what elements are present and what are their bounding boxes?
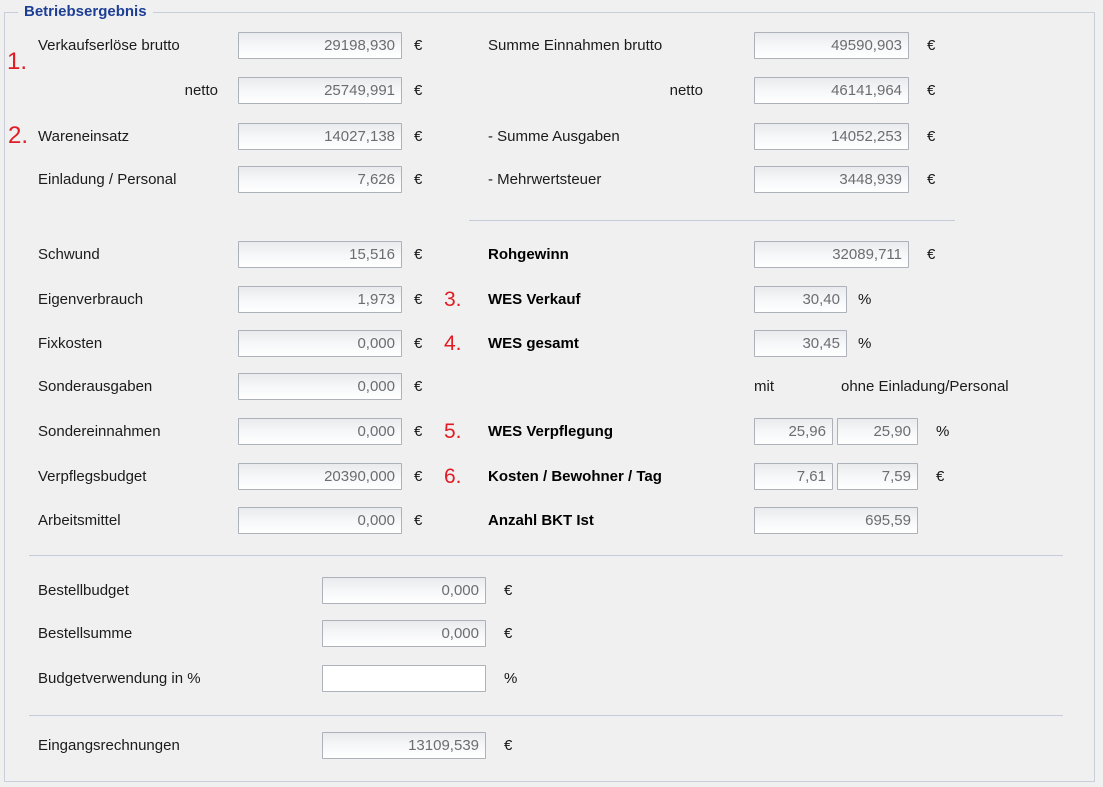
label-wes-verpflegung: WES Verpflegung [488, 423, 614, 440]
divider-right-section [469, 220, 955, 222]
unit-eigenverbrauch: € [414, 291, 423, 308]
annotation-6: 6. [444, 465, 462, 488]
label-anzahl-bkt-ist: Anzahl BKT Ist [488, 512, 594, 529]
label-wes-verkauf: WES Verkauf [488, 291, 581, 308]
label-kosten-bewohner-tag: Kosten / Bewohner / Tag [488, 468, 662, 485]
label-eigenverbrauch: Eigenverbrauch [38, 291, 144, 308]
annotation-1: 1. [7, 48, 28, 75]
input-summe-ausgaben[interactable] [754, 123, 909, 150]
unit-rohgewinn: € [927, 246, 936, 263]
label-summe-einnahmen-netto: netto [669, 82, 703, 99]
unit-eingangsrechnungen: € [504, 737, 513, 754]
unit-verkaufserloese-netto: € [414, 82, 423, 99]
unit-summe-einnahmen-brutto: € [927, 37, 936, 54]
unit-sonderausgaben: € [414, 378, 423, 395]
unit-summe-einnahmen-netto: € [927, 82, 936, 99]
unit-budgetverwendung: % [504, 670, 518, 687]
input-summe-einnahmen-brutto[interactable] [754, 32, 909, 59]
input-wes-gesamt[interactable] [754, 330, 847, 357]
input-sondereinnahmen[interactable] [238, 418, 402, 445]
group-title: Betriebsergebnis [18, 2, 153, 22]
input-verkaufserloese-brutto[interactable] [238, 32, 402, 59]
label-verkaufserloese-netto: netto [184, 82, 218, 99]
input-anzahl-bkt-ist[interactable] [754, 507, 918, 534]
label-budgetverwendung: Budgetverwendung in % [38, 670, 201, 687]
input-budgetverwendung[interactable] [322, 665, 486, 692]
label-wes-gesamt: WES gesamt [488, 335, 579, 352]
column-header-mit: mit [754, 378, 774, 395]
label-bestellbudget: Bestellbudget [38, 582, 129, 599]
unit-bestellsumme: € [504, 625, 513, 642]
unit-wes-verkauf: % [858, 291, 872, 308]
label-fixkosten: Fixkosten [38, 335, 103, 352]
input-wes-verpflegung-mit[interactable] [754, 418, 833, 445]
input-arbeitsmittel[interactable] [238, 507, 402, 534]
unit-mehrwertsteuer: € [927, 171, 936, 188]
label-sonderausgaben: Sonderausgaben [38, 378, 153, 395]
annotation-5: 5. [444, 420, 462, 443]
label-rohgewinn: Rohgewinn [488, 246, 569, 263]
unit-kosten-bewohner-tag: € [936, 468, 945, 485]
input-summe-einnahmen-netto[interactable] [754, 77, 909, 104]
label-eingangsrechnungen: Eingangsrechnungen [38, 737, 180, 754]
annotation-3: 3. [444, 288, 462, 311]
column-header-ohne-einladung-personal: ohne Einladung/Personal [841, 378, 1009, 395]
input-wes-verkauf[interactable] [754, 286, 847, 313]
label-mehrwertsteuer: - Mehrwertsteuer [488, 171, 602, 188]
input-wes-verpflegung-ohne[interactable] [837, 418, 918, 445]
label-verpflegsbudget: Verpflegsbudget [38, 468, 147, 485]
label-arbeitsmittel: Arbeitsmittel [38, 512, 121, 529]
divider-bottom-section [29, 555, 1063, 557]
unit-arbeitsmittel: € [414, 512, 423, 529]
unit-wes-gesamt: % [858, 335, 872, 352]
input-verkaufserloese-netto[interactable] [238, 77, 402, 104]
unit-summe-ausgaben: € [927, 128, 936, 145]
label-summe-einnahmen-brutto: Summe Einnahmen brutto [488, 37, 663, 54]
unit-bestellbudget: € [504, 582, 513, 599]
label-schwund: Schwund [38, 246, 100, 263]
input-eigenverbrauch[interactable] [238, 286, 402, 313]
unit-wes-verpflegung: % [936, 423, 950, 440]
unit-einladung-personal: € [414, 171, 423, 188]
input-fixkosten[interactable] [238, 330, 402, 357]
input-einladung-personal[interactable] [238, 166, 402, 193]
input-wareneinsatz[interactable] [238, 123, 402, 150]
label-bestellsumme: Bestellsumme [38, 625, 133, 642]
label-einladung-personal: Einladung / Personal [38, 171, 177, 188]
input-sonderausgaben[interactable] [238, 373, 402, 400]
divider-eingangsrechnungen [29, 715, 1063, 717]
unit-verkaufserloese-brutto: € [414, 37, 423, 54]
unit-wareneinsatz: € [414, 128, 423, 145]
unit-schwund: € [414, 246, 423, 263]
input-kosten-bewohner-tag-ohne[interactable] [837, 463, 918, 490]
annotation-4: 4. [444, 332, 462, 355]
unit-verpflegsbudget: € [414, 468, 423, 485]
unit-sondereinnahmen: € [414, 423, 423, 440]
unit-fixkosten: € [414, 335, 423, 352]
label-verkaufserloese-brutto: Verkaufserlöse brutto [38, 37, 180, 54]
label-sondereinnahmen: Sondereinnahmen [38, 423, 161, 440]
input-bestellsumme[interactable] [322, 620, 486, 647]
input-schwund[interactable] [238, 241, 402, 268]
input-mehrwertsteuer[interactable] [754, 166, 909, 193]
input-verpflegsbudget[interactable] [238, 463, 402, 490]
input-kosten-bewohner-tag-mit[interactable] [754, 463, 833, 490]
input-bestellbudget[interactable] [322, 577, 486, 604]
label-summe-ausgaben: - Summe Ausgaben [488, 128, 620, 145]
annotation-2: 2. [8, 122, 29, 149]
label-wareneinsatz: Wareneinsatz [38, 128, 130, 145]
input-rohgewinn[interactable] [754, 241, 909, 268]
input-eingangsrechnungen[interactable] [322, 732, 486, 759]
